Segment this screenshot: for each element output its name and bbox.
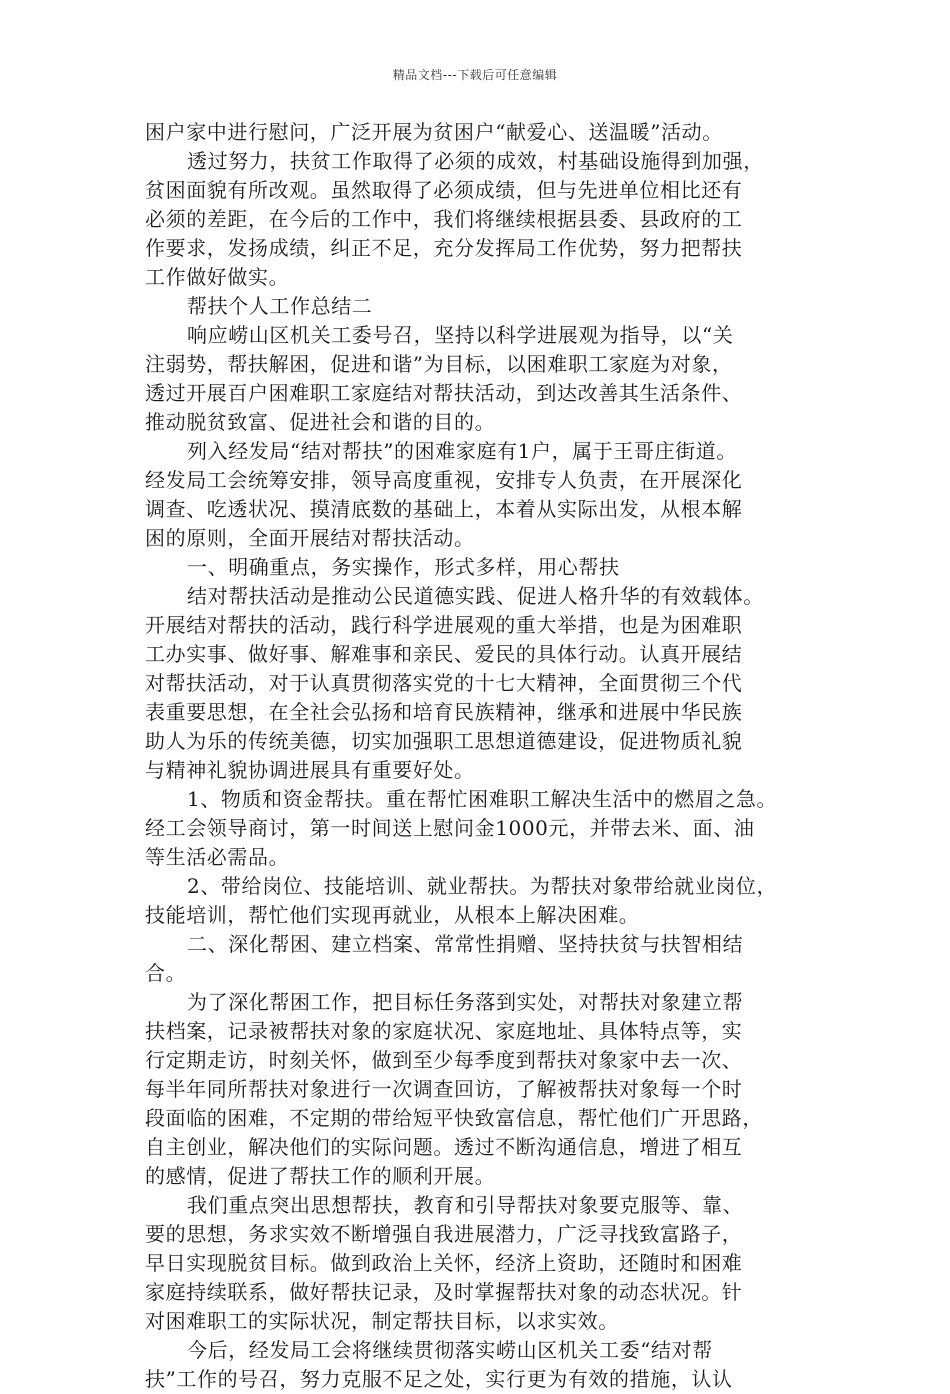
- text-line: 今后，经发局工会将继续贯彻落实崂山区机关工委“结对帮: [187, 1338, 713, 1362]
- text-line: 二、深化帮困、建立档案、常常性捐赠、坚持扶贫与扶智相结: [187, 932, 744, 956]
- text-line: 扶”工作的号召，努力克服不足之处，实行更为有效的措施，认认: [145, 1367, 733, 1391]
- text-line: 助人为乐的传统美德，切实加强职工思想道德建设，促进物质礼貌: [145, 729, 743, 753]
- text-line: 透过努力，扶贫工作取得了必须的成效，村基础设施得到加强，: [187, 149, 764, 173]
- text-line: 注弱势，帮扶解困，促进和谐”为目标，以困难职工家庭为对象，: [145, 352, 733, 376]
- text-line: 工作做好做实。: [145, 265, 290, 289]
- text-line: 困的原则，全面开展结对帮扶活动。: [145, 526, 475, 550]
- text-line: 必须的差距，在今后的工作中，我们将继续根据县委、县政府的工: [145, 207, 743, 231]
- text-line: 透过开展百户困难职工家庭结对帮扶活动，到达改善其生活条件、: [145, 381, 743, 405]
- text-line: 早日实现脱贫目标。做到政治上关怀，经济上资助，还随时和困难: [145, 1251, 743, 1275]
- text-line: 调查、吃透状况、摸清底数的基础上，本着从实际出发，从根本解: [145, 497, 743, 521]
- text-line: 贫困面貌有所改观。虽然取得了必须成绩，但与先进单位相比还有: [145, 178, 743, 202]
- text-line: 推动脱贫致富、促进社会和谐的目的。: [145, 410, 496, 434]
- text-line: 列入经发局“结对帮扶”的困难家庭有1户，属于王哥庄街道。: [187, 439, 737, 463]
- text-line: 作要求，发扬成绩，纠正不足，充分发挥局工作优势，努力把帮扶: [145, 236, 743, 260]
- text-line: 帮扶个人工作总结二: [187, 294, 373, 318]
- text-line: 等生活必需品。: [145, 845, 290, 869]
- text-line: 合。: [145, 961, 187, 985]
- page-header: 精品文档---下载后可任意编辑: [392, 68, 558, 82]
- text-line: 2、带给岗位、技能培训、就业帮扶。为帮扶对象带给就业岗位，: [187, 874, 778, 898]
- text-line: 对帮扶活动，对于认真贯彻落实党的十七大精神，全面贯彻三个代: [145, 671, 743, 695]
- text-line: 响应崂山区机关工委号召，坚持以科学进展观为指导，以“关: [187, 323, 734, 347]
- text-line: 1、物质和资金帮扶。重在帮忙困难职工解决生活中的燃眉之急。: [187, 787, 778, 811]
- text-line: 对困难职工的实际状况，制定帮扶目标，以求实效。: [145, 1309, 619, 1333]
- text-line: 的感情，促进了帮扶工作的顺利开展。: [145, 1164, 496, 1188]
- text-line: 一、明确重点，务实操作，形式多样，用心帮扶: [187, 555, 620, 579]
- text-line: 家庭持续联系，做好帮扶记录，及时掌握帮扶对象的动态状况。针: [145, 1280, 743, 1304]
- text-line: 困户家中进行慰问，广泛开展为贫困户“献爱心、送温暖”活动。: [145, 120, 723, 144]
- text-line: 自主创业，解决他们的实际问题。透过不断沟通信息，增进了相互: [145, 1135, 743, 1159]
- text-line: 与精神礼貌协调进展具有重要好处。: [145, 758, 475, 782]
- text-line: 技能培训，帮忙他们实现再就业，从根本上解决困难。: [145, 903, 640, 927]
- text-line: 经工会领导商讨，第一时间送上慰问金1000元，并带去米、面、油: [145, 816, 755, 840]
- document-body: [145, 118, 805, 1394]
- text-line: 我们重点突出思想帮扶，教育和引导帮扶对象要克服等、靠、: [187, 1193, 744, 1217]
- text-line: 表重要思想，在全社会弘扬和培育民族精神，继承和进展中华民族: [145, 700, 743, 724]
- text-line: 扶档案，记录被帮扶对象的家庭状况、家庭地址、具体特点等，实: [145, 1019, 743, 1043]
- text-line: 经发局工会统筹安排，领导高度重视，安排专人负责，在开展深化: [145, 468, 743, 492]
- text-line: 结对帮扶活动是推动公民道德实践、促进人格升华的有效载体。: [187, 584, 764, 608]
- text-line: 段面临的困难，不定期的带给短平快致富信息，帮忙他们广开思路，: [145, 1106, 763, 1130]
- text-line: 每半年同所帮扶对象进行一次调查回访，了解被帮扶对象每一个时: [145, 1077, 743, 1101]
- text-line: 行定期走访，时刻关怀，做到至少每季度到帮扶对象家中去一次、: [145, 1048, 743, 1072]
- text-line: 工办实事、做好事、解难事和亲民、爱民的具体行动。认真开展结: [145, 642, 743, 666]
- text-line: 要的思想，务求实效不断增强自我进展潜力，广泛寻找致富路子，: [145, 1222, 743, 1246]
- text-line: 开展结对帮扶的活动，践行科学进展观的重大举措，也是为困难职: [145, 613, 743, 637]
- text-line: 为了深化帮困工作，把目标任务落到实处，对帮扶对象建立帮: [187, 990, 744, 1014]
